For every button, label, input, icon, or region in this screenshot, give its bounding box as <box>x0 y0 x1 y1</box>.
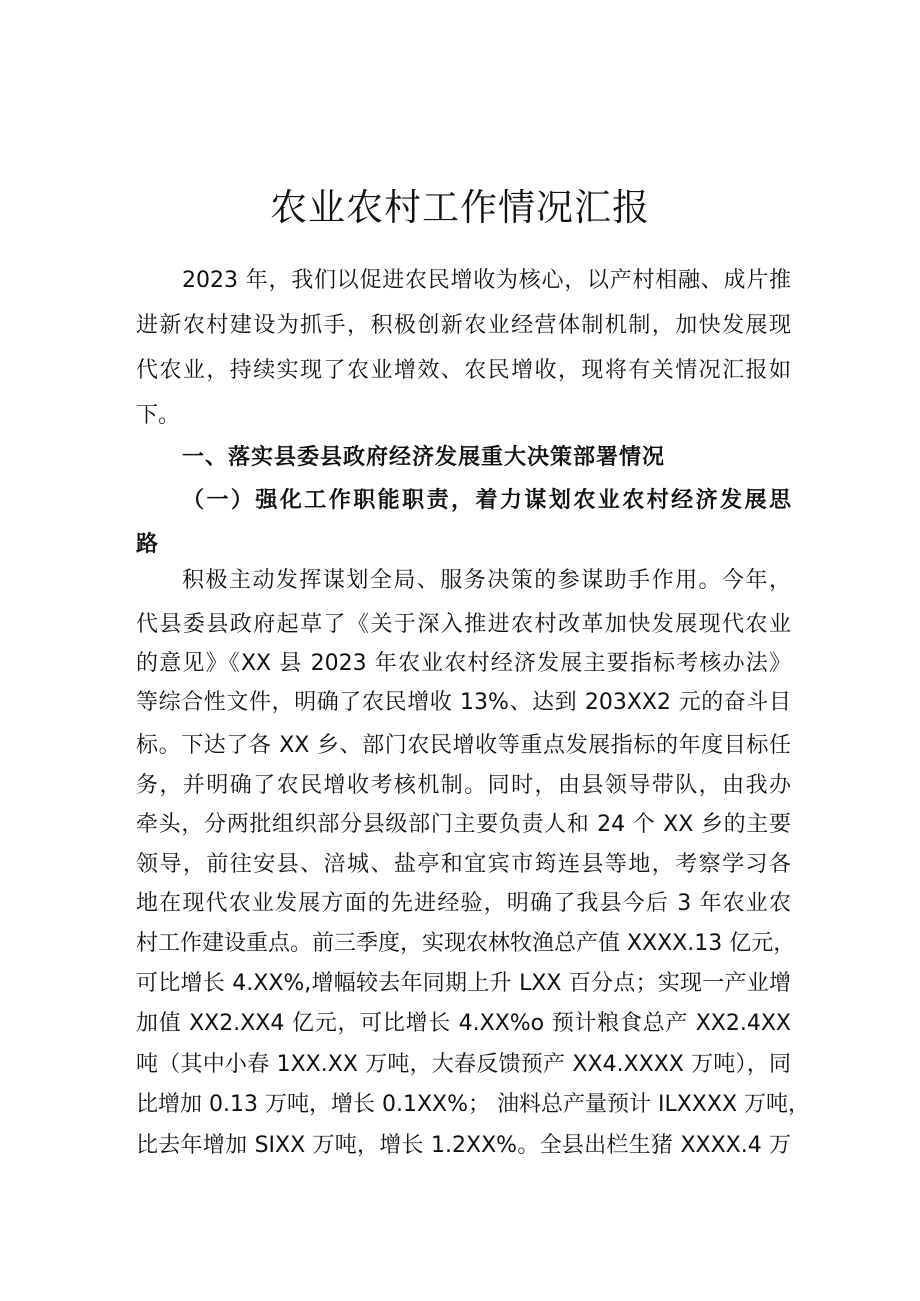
body-line: 代县委县政府起草了《关于深入推进农村改革加快发展现代农业 <box>136 612 791 637</box>
body-line: 吨（其中小春 1XX.XX 万吨，大春反馈预产 XX4.XXXX 万吨），同 <box>136 1052 791 1077</box>
body-line: 务，并明确了农民增收考核机制。同时，由县领导带队，由我办 <box>136 773 791 798</box>
document-title: 农业农村工作情况汇报 <box>270 186 650 229</box>
body-line: 牵头，分两批组织部分县级部门主要负责人和 24 个 XX 乡的主要 <box>136 812 791 837</box>
subsection-heading: （一）强化工作职能职责，着力谋划农业农村经济发展思 <box>182 488 791 513</box>
body-line: 标。下达了各 XX 乡、部门农民增收等重点发展指标的年度目标任 <box>136 733 791 758</box>
intro-line: 2023 年，我们以促进农民增收为核心，以产村相融、成片推 <box>182 268 791 293</box>
body-line: 可比增长 4.XX%,增幅较去年同期上升 LXX 百分点；实现一产业增 <box>136 971 791 996</box>
body-line: 比去年增加 SIXX 万吨，增长 1.2XX%。全县出栏生猪 XXXX.4 万 <box>136 1133 791 1158</box>
body-line: 地在现代农业发展方面的先进经验，明确了我县今后 3 年农业农 <box>136 891 791 916</box>
subsection-heading-continued: 路 <box>136 532 159 557</box>
body-line: 等综合性文件，明确了农民增收 13%、达到 203XX2 元的奋斗目 <box>136 690 791 715</box>
body-line: 村工作建设重点。前三季度，实现农林牧渔总产值 XXXX.13 亿元， <box>136 931 796 956</box>
body-line: 积极主动发挥谋划全局、服务决策的参谋助手作用。今年， <box>182 568 791 593</box>
body-line: 的意见》《XX 县 2023 年农业农村经济发展主要指标考核办法》 <box>136 651 791 676</box>
body-line: 加值 XX2.XX4 亿元，可比增长 4.XX%o 预计粮食总产 XX2.4XX <box>136 1011 791 1036</box>
section-heading: 一、落实县委县政府经济发展重大决策部署情况 <box>182 445 666 470</box>
body-line: 比增加 0.13 万吨，增长 0.1XX%； 油料总产量预计 ILXXXX 万吨， <box>136 1092 811 1117</box>
intro-line: 进新农村建设为抓手，积极创新农业经营体制机制，加快发展现 <box>136 313 791 338</box>
intro-line: 下。 <box>136 403 181 428</box>
body-line: 领导，前往安县、涪城、盐亭和宜宾市筠连县等地，考察学习各 <box>136 852 791 877</box>
intro-line: 代农业，持续实现了农业增效、农民增收，现将有关情况汇报如 <box>136 358 791 383</box>
